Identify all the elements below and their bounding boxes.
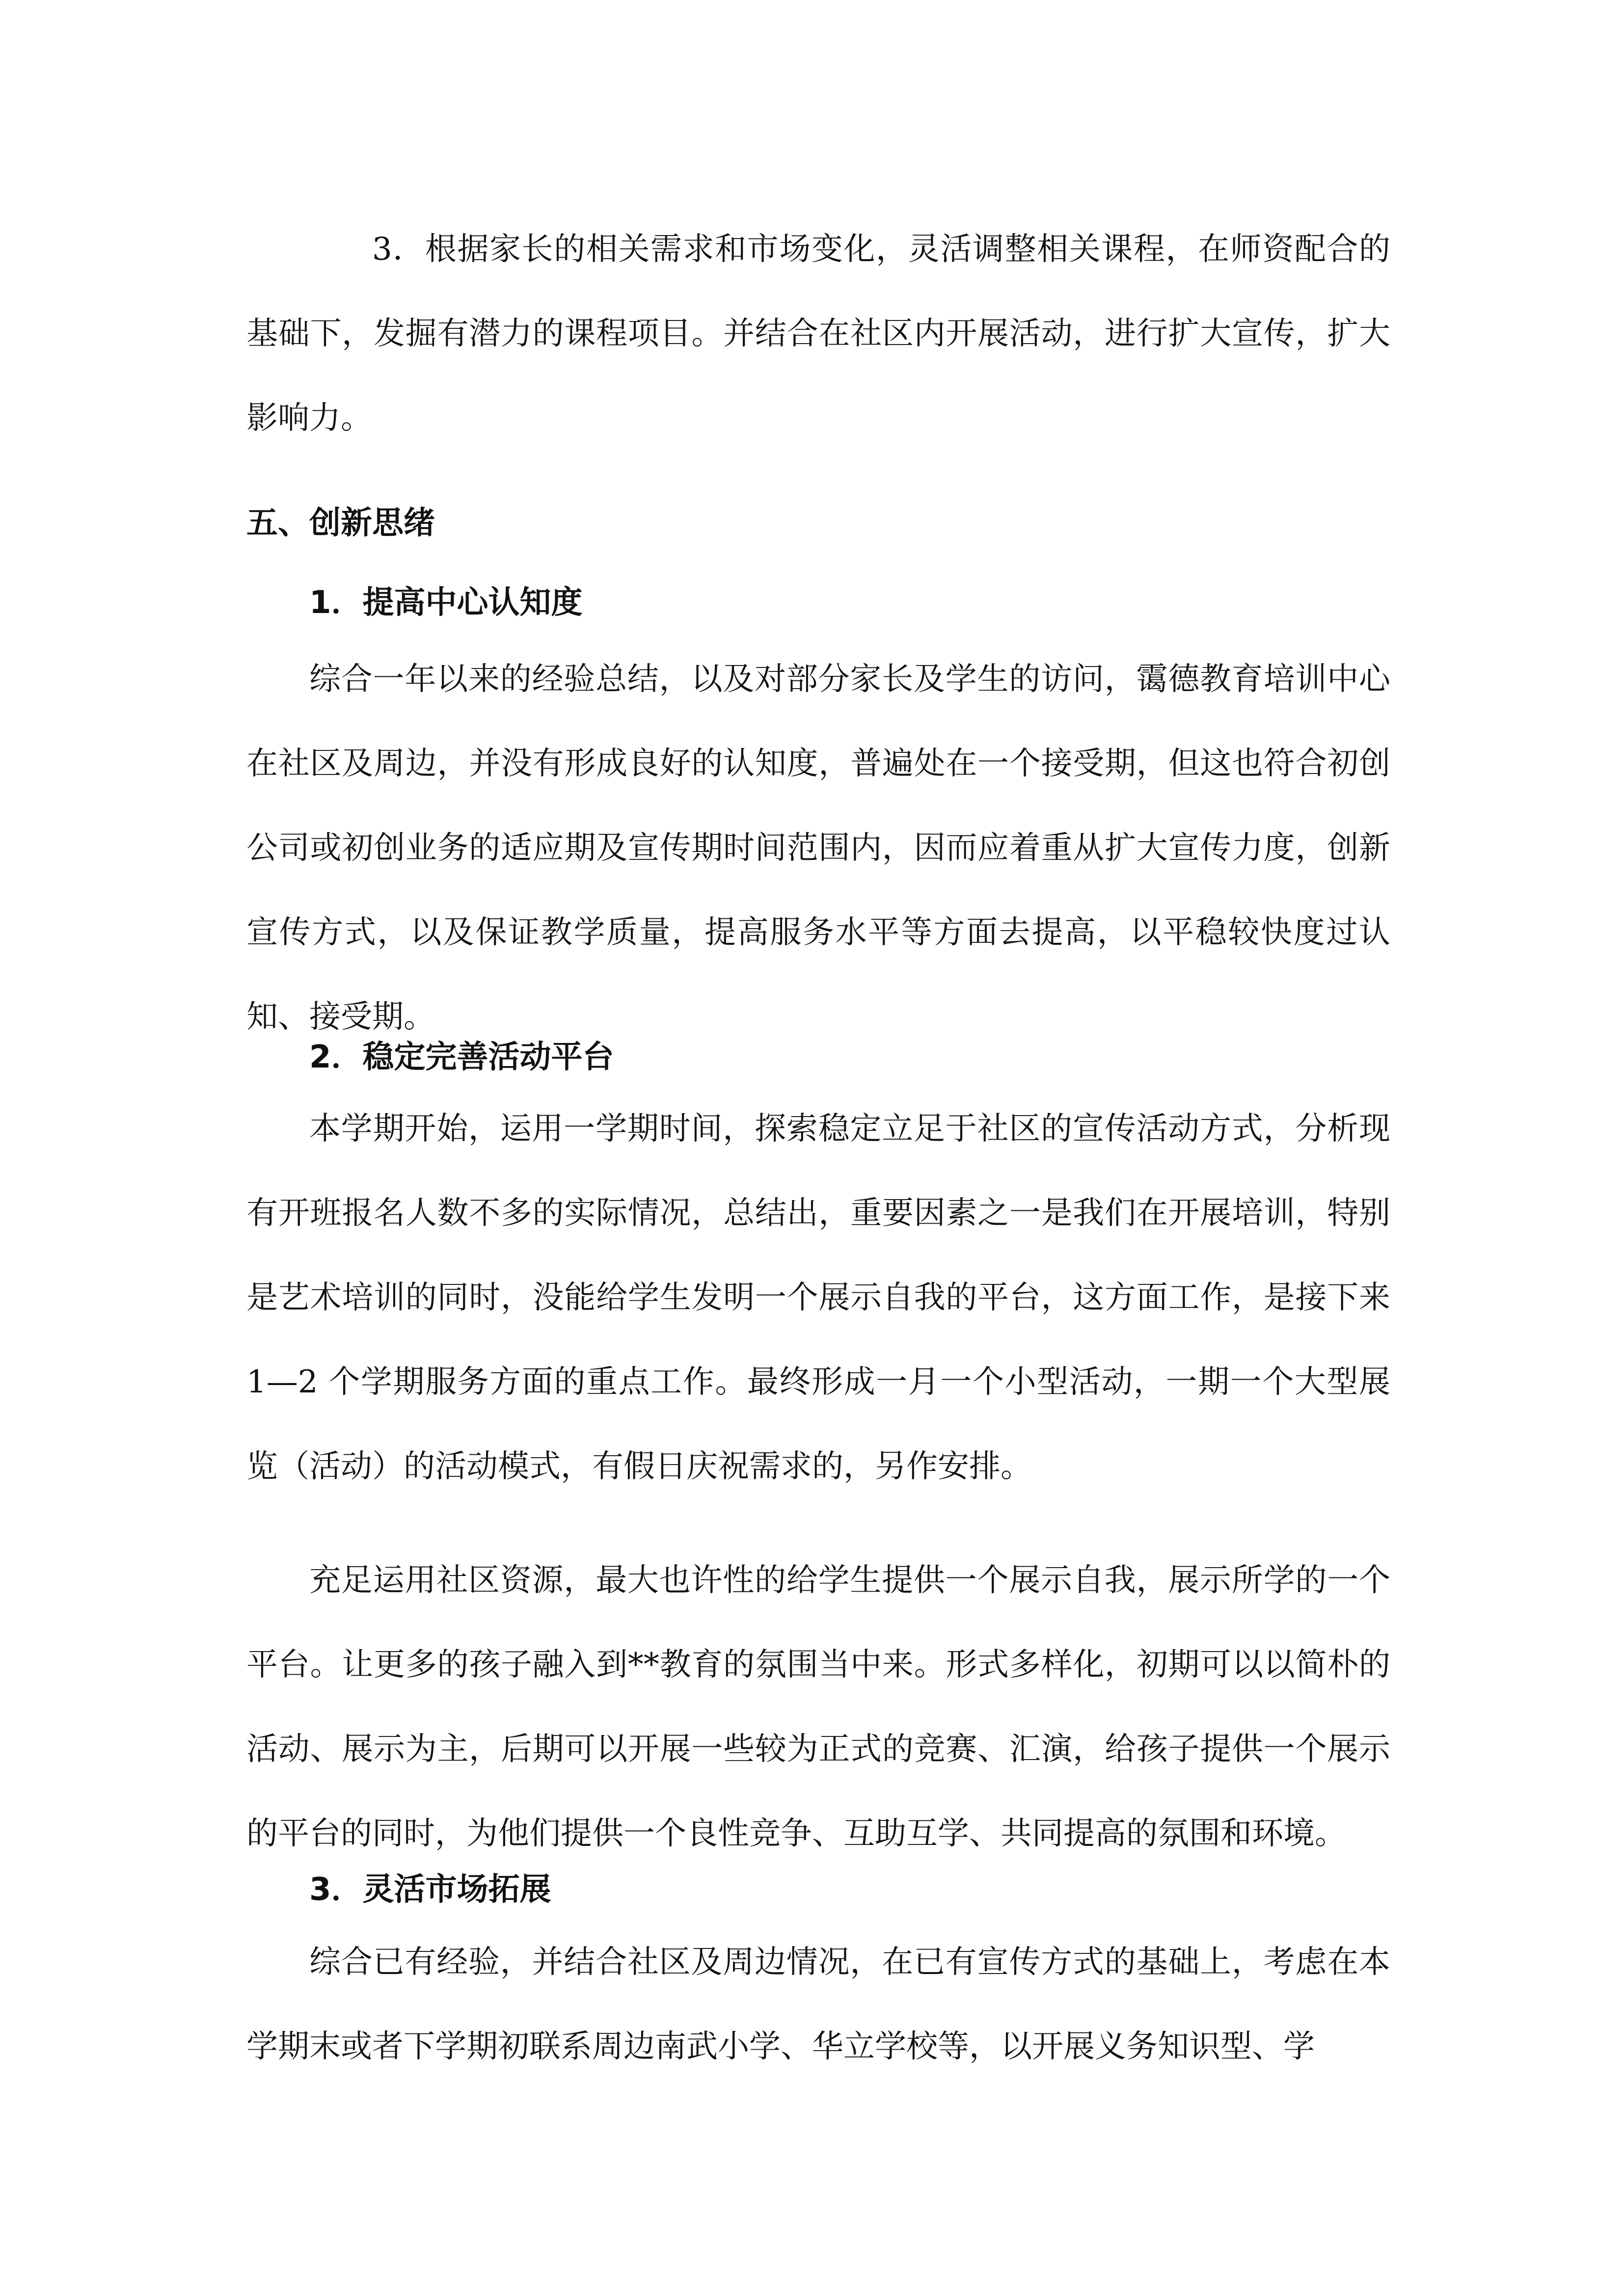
- subsection-1-title: 1．提高中心认知度: [309, 585, 583, 621]
- subsection-3-title: 3．灵活市场拓展: [309, 1871, 551, 1908]
- subsection-2-title: 2．稳定完善活动平台: [309, 1039, 614, 1075]
- section-5-title: 五、创新思绪: [246, 505, 435, 541]
- subsection-1-paragraph: 综合一年以来的经验总结，以及对部分家长及学生的访问，霭德教育培训中心在社区及周边，并没有形成良好的认知度，普遍处在一个接受期，但这也符合初创公司或初创业务的适应期及宣传期时间范围内，因而应着重从扩大宣传力度，创新宣传方式，以及保证教学质量，提高服务水平等方面去提高，以平稳较快度过认知、接受期。: [246, 661, 1390, 1035]
- paragraph-item-3: 3．根据家长的相关需求和市场变化，灵活调整相关课程，在师资配合的基础下，发掘有潜力的课程项目。并结合在社区内开展活动，进行扩大宣传，扩大影响力。: [246, 231, 1390, 436]
- subsection-3-paragraph: 综合已有经验，并结合社区及周边情况，在已有宣传方式的基础上，考虑在本学期末或者下学期初联系周边南武小学、华立学校等，以开展义务知识型、学: [246, 1944, 1390, 2065]
- subsection-2-paragraph-1: 本学期开始，运用一学期时间，探索稳定立足于社区的宣传活动方式，分析现有开班报名人数不多的实际情况，总结出，重要因素之一是我们在开展培训，特别是艺术培训的同时，没能给学生发明一个展示自我的平台，这方面工作，是接下来 1—2 个学期服务方面的重点工作。最终形成一月一个小型活动，一期一个大型展览（活动）的活动模式，有假日庆祝需求的，另作安排。: [246, 1111, 1390, 1485]
- subsection-2-paragraph-2: 充足运用社区资源，最大也许性的给学生提供一个展示自我，展示所学的一个平台。让更多的孩子融入到**教育的氛围当中来。形式多样化，初期可以以简朴的活动、展示为主，后期可以开展一些较为正式的竞赛、汇演，给孩子提供一个展示的平台的同时，为他们提供一个良性竞争、互助互学、共同提高的氛围和环境。: [246, 1562, 1390, 1852]
